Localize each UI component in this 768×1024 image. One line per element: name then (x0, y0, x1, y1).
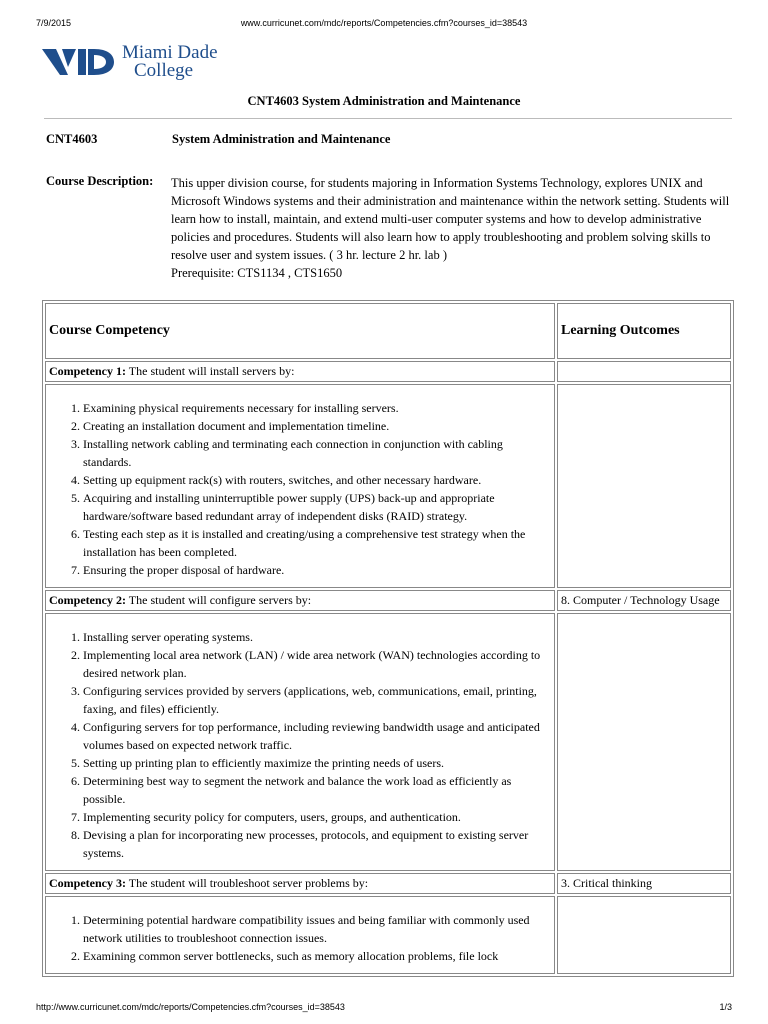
list-item: 6. Determining best way to segment the network and balance the work load as efficiently as possible. (83, 772, 551, 808)
list-item: 5. Setting up printing plan to efficiently maximize the printing needs of users. (83, 754, 551, 772)
list-item: 3. Installing network cabling and terminating each connection in conjunction with cabling standards. (83, 435, 551, 471)
list-item: 2. Examining common server bottlenecks, such as memory allocation problems, file lock (83, 947, 551, 965)
competency-row (45, 590, 731, 611)
course-name: System Administration and Maintenance (172, 132, 391, 146)
competency-text: The student will troubleshoot server problems by: (128, 876, 369, 890)
competency-items (45, 896, 555, 974)
competency-items-row (45, 384, 731, 588)
college-logo (42, 44, 218, 80)
competency-label: Competency 3: (49, 876, 126, 890)
competency-text: The student will configure servers by: (128, 593, 312, 607)
description-text: This upper division course, for students majoring in Information Systems Technology, explores UNIX and Microsoft Windows systems and their administration and maintenance within the network setting. Students will learn how to install, maintain, and extend multi-user computer systems and how to develop administrative policies and procedures. Students will also learn how to apply troubleshooting and problem solving skills to resolve user and system issues. ( 3 hr. lecture 2 hr. lab ) (171, 176, 730, 262)
competency-items-row (45, 896, 731, 974)
learning-outcome: 3. Critical thinking (557, 873, 731, 894)
column-header-competency: Course Competency (45, 303, 555, 359)
competency-statement (45, 361, 555, 382)
list-item: 2. Creating an installation document and implementation timeline. (83, 417, 551, 435)
list-item: 6. Testing each step as it is installed and creating/using a comprehensive test strategy when the installation has been completed. (83, 525, 551, 561)
competency-label: Competency 2: (49, 593, 126, 607)
items-outcome-cell (557, 896, 731, 974)
page-number: 1/3 (719, 1002, 732, 1012)
learning-outcome: 8. Computer / Technology Usage (557, 590, 731, 611)
course-code: CNT4603 (46, 132, 98, 146)
page-title: CNT4603 System Administration and Maintenance (247, 94, 521, 108)
print-url: www.curricunet.com/mdc/reports/Competencies.cfm?courses_id=38543 (240, 18, 528, 28)
logo-line-1: Miami Dade (122, 42, 218, 63)
competency-item-list (49, 911, 551, 965)
college-logo-mark-icon (42, 45, 118, 79)
competency-item-list (49, 628, 551, 862)
list-item: 3. Configuring services provided by servers (applications, web, communications, email, printing, faxing, and files) efficiently. (83, 682, 551, 718)
list-item: 1. Installing server operating systems. (83, 628, 551, 646)
college-logo-text (122, 44, 218, 80)
column-header-outcomes: Learning Outcomes (557, 303, 731, 359)
list-item: 1. Determining potential hardware compatibility issues and being familiar with commonly used network utilities to troubleshoot connection issues. (83, 911, 551, 947)
course-description (171, 174, 731, 282)
list-item: 8. Devising a plan for incorporating new processes, protocols, and equipment to existing server systems. (83, 826, 551, 862)
competency-statement (45, 590, 555, 611)
competency-text: The student will install servers by: (128, 364, 295, 378)
competency-row (45, 361, 731, 382)
learning-outcome (557, 361, 731, 382)
logo-line-2: College (134, 60, 194, 81)
list-item: 4. Configuring servers for top performance, including reviewing bandwidth usage and anticipated volumes based on expected network traffic. (83, 718, 551, 754)
print-date: 7/9/2015 (36, 18, 72, 28)
competency-items (45, 384, 555, 588)
list-item: 4. Setting up equipment rack(s) with routers, switches, and other necessary hardware. (83, 471, 551, 489)
items-outcome-cell (557, 613, 731, 871)
footer-url: http://www.curricunet.com/mdc/reports/Competencies.cfm?courses_id=38543 (36, 1002, 345, 1012)
competency-items-row (45, 613, 731, 871)
competency-item-list (49, 399, 551, 579)
items-outcome-cell (557, 384, 731, 588)
list-item: 1. Examining physical requirements necessary for installing servers. (83, 399, 551, 417)
divider (44, 118, 732, 119)
competency-statement (45, 873, 555, 894)
competency-label: Competency 1: (49, 364, 126, 378)
competency-row (45, 873, 731, 894)
table-header-row (45, 303, 731, 359)
list-item: 7. Ensuring the proper disposal of hardware. (83, 561, 551, 579)
competency-table (42, 300, 734, 977)
description-label: Course Description: (46, 174, 154, 188)
list-item: 2. Implementing local area network (LAN) / wide area network (WAN) technologies according to desired network plan. (83, 646, 551, 682)
list-item: 5. Acquiring and installing uninterruptible power supply (UPS) back-up and appropriate hardware/software based redundant array of independent disks (RAID) strategy. (83, 489, 551, 525)
competency-items (45, 613, 555, 871)
list-item: 7. Implementing security policy for computers, users, groups, and authentication. (83, 808, 551, 826)
prerequisite-text: Prerequisite: CTS1134 , CTS1650 (171, 266, 343, 280)
